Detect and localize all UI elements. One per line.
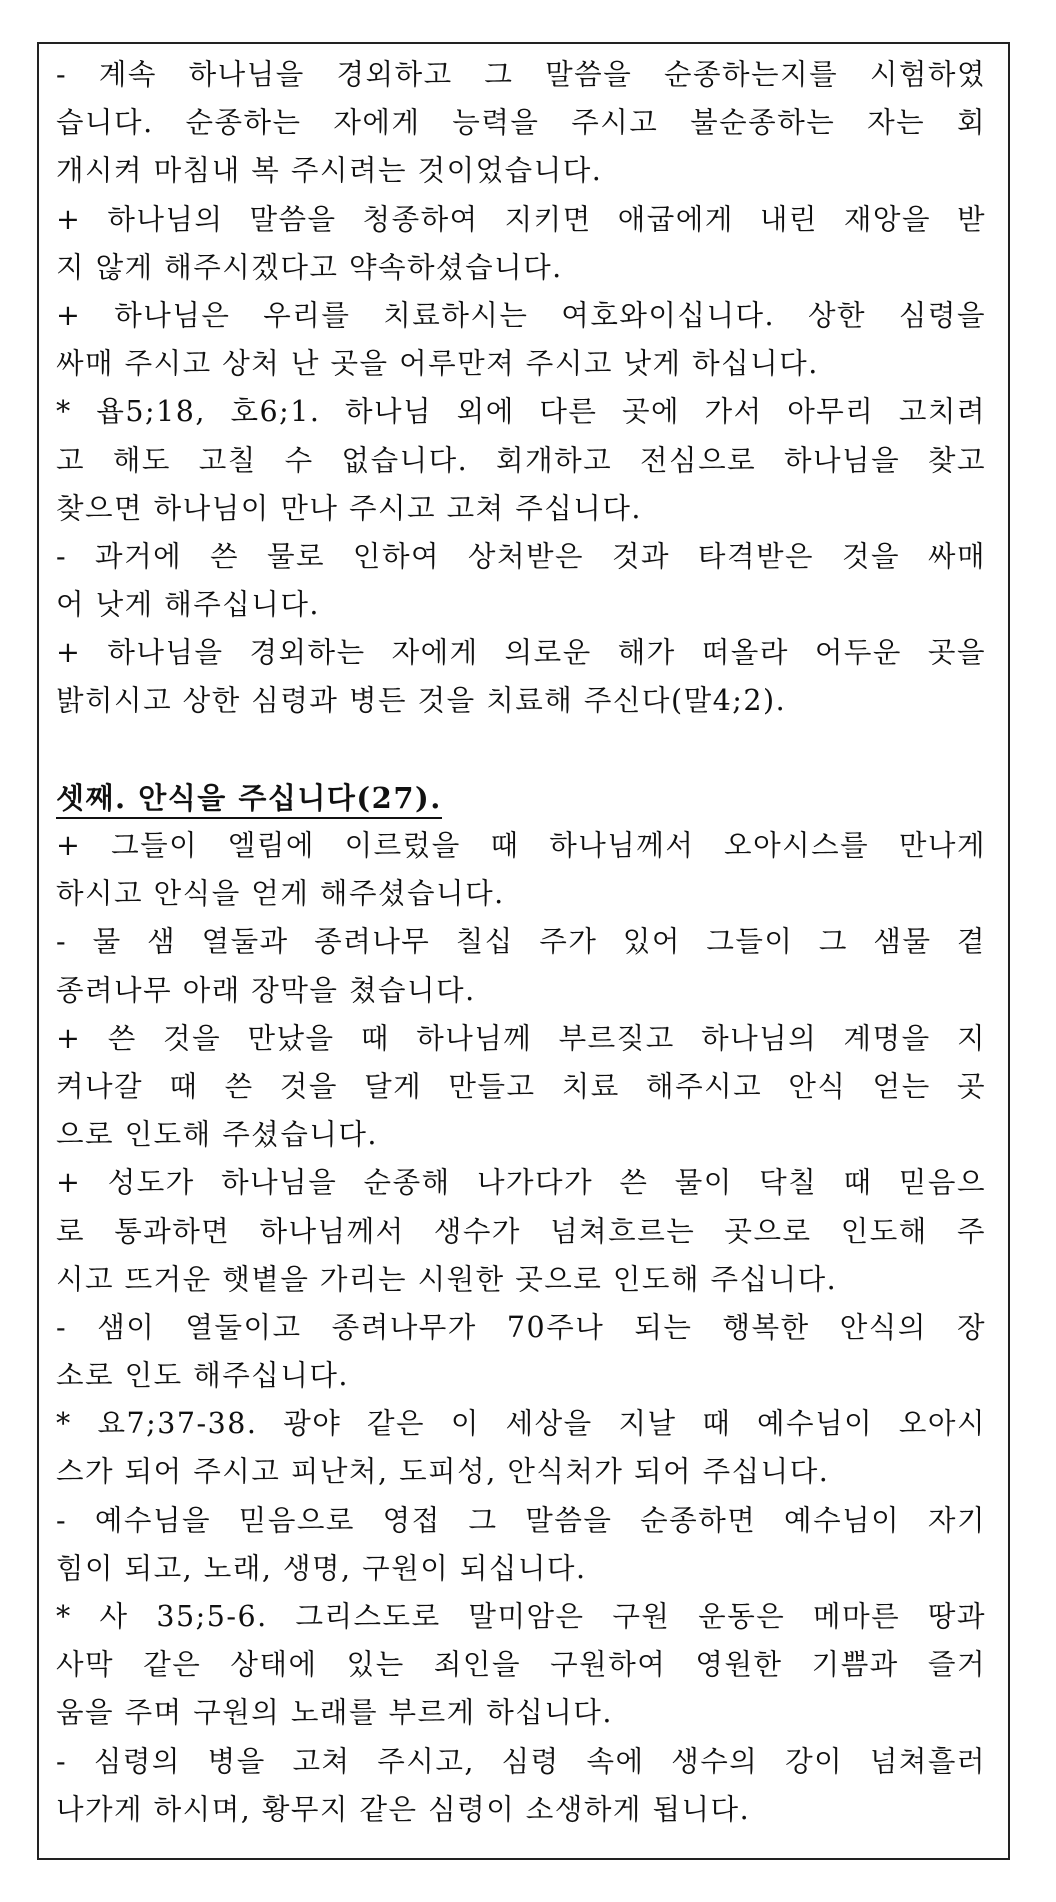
text-line: * 요7;37-38. 광야 같은 이 세상을 지날 때 예수님이 오아시 bbox=[56, 1407, 986, 1441]
text-line: + 하나님을 경외하는 자에게 의로운 해가 떠올라 어두운 곳을 bbox=[56, 636, 986, 670]
text-line: * 욥5;18, 호6;1. 하나님 외에 다른 곳에 가서 아무리 고치려 bbox=[56, 395, 986, 429]
text-line: 찾으면 하나님이 만나 주시고 고쳐 주십니다. bbox=[56, 491, 642, 525]
text-line: 로 통과하면 하나님께서 생수가 넘쳐흐르는 곳으로 인도해 주 bbox=[56, 1214, 986, 1248]
section-after bbox=[56, 822, 986, 1834]
text-line: - 물 샘 열둘과 종려나무 칠십 주가 있어 그들이 그 샘물 곁 bbox=[56, 925, 986, 959]
section-heading-text: 셋째. 안식을 주십니다(27). bbox=[56, 781, 442, 819]
text-line: 움을 주며 구원의 노래를 부르게 하십니다. bbox=[56, 1696, 613, 1730]
text-line: - 과거에 쓴 물로 인하여 상처받은 것과 타격받은 것을 싸매 bbox=[56, 539, 986, 573]
document-body bbox=[56, 51, 986, 1834]
text-line: - 샘이 열둘이고 종려나무가 70주나 되는 행복한 안식의 장 bbox=[56, 1310, 986, 1344]
text-line: - 계속 하나님을 경외하고 그 말씀을 순종하는지를 시험하였 bbox=[56, 58, 986, 91]
text-line: + 성도가 하나님을 순종해 나가다가 쓴 물이 닥칠 때 믿음으 bbox=[56, 1166, 986, 1200]
text-line: 스가 되어 주시고 피난처, 도피성, 안식처가 되어 주십니다. bbox=[56, 1455, 830, 1489]
text-line: 힘이 되고, 노래, 생명, 구원이 되십니다. bbox=[56, 1551, 587, 1585]
text-line: 습니다. 순종하는 자에게 능력을 주시고 불순종하는 자는 회 bbox=[56, 106, 986, 140]
text-line: 밝히시고 상한 심령과 병든 것을 치료해 주신다(말4;2). bbox=[56, 684, 787, 718]
text-line: 싸매 주시고 상처 난 곳을 어루만져 주시고 낫게 하십니다. bbox=[56, 347, 819, 381]
text-line: 으로 인도해 주셨습니다. bbox=[56, 1118, 378, 1152]
text-line: * 사 35;5-6. 그리스도로 말미암은 구원 운동은 메마른 땅과 bbox=[56, 1600, 986, 1633]
text-line: 켜나갈 때 쓴 것을 달게 만들고 치료 해주시고 안식 얻는 곳 bbox=[56, 1069, 986, 1103]
text-line: 사막 같은 상태에 있는 죄인을 구원하여 영원한 기쁨과 즐거 bbox=[56, 1648, 986, 1682]
section-before bbox=[56, 51, 986, 726]
text-line: - 예수님을 믿음으로 영접 그 말씀을 순종하면 예수님이 자기 bbox=[56, 1503, 986, 1537]
text-line: 지 않게 해주시겠다고 약속하셨습니다. bbox=[56, 250, 563, 284]
text-line: + 그들이 엘림에 이르렀을 때 하나님께서 오아시스를 만나게 bbox=[56, 829, 986, 862]
text-line: + 하나님의 말씀을 청종하여 지키면 애굽에게 내린 재앙을 받 bbox=[56, 202, 986, 236]
text-line: - 심령의 병을 고쳐 주시고, 심령 속에 생수의 강이 넘쳐흘러 bbox=[56, 1744, 986, 1778]
text-line: 소로 인도 해주십니다. bbox=[56, 1359, 349, 1393]
section-heading bbox=[56, 774, 986, 822]
text-line: 종려나무 아래 장막을 쳤습니다. bbox=[56, 973, 476, 1007]
text-line: 하시고 안식을 얻게 해주셨습니다. bbox=[56, 877, 505, 911]
text-line: 고 해도 고칠 수 없습니다. 회개하고 전심으로 하나님을 찾고 bbox=[56, 443, 986, 477]
text-line: 어 낫게 해주십니다. bbox=[56, 588, 320, 622]
text-line: + 쓴 것을 만났을 때 하나님께 부르짖고 하나님의 계명을 지 bbox=[56, 1021, 986, 1055]
text-line: 시고 뜨거운 햇볕을 가리는 시원한 곳으로 인도해 주십니다. bbox=[56, 1262, 838, 1296]
text-line: + 하나님은 우리를 치료하시는 여호와이십니다. 상한 심령을 bbox=[56, 298, 986, 332]
text-line: 나가게 하시며, 황무지 같은 심령이 소생하게 됩니다. bbox=[56, 1792, 751, 1826]
blank-line bbox=[56, 726, 986, 774]
text-line: 개시켜 마침내 복 주시려는 것이었습니다. bbox=[56, 154, 603, 188]
